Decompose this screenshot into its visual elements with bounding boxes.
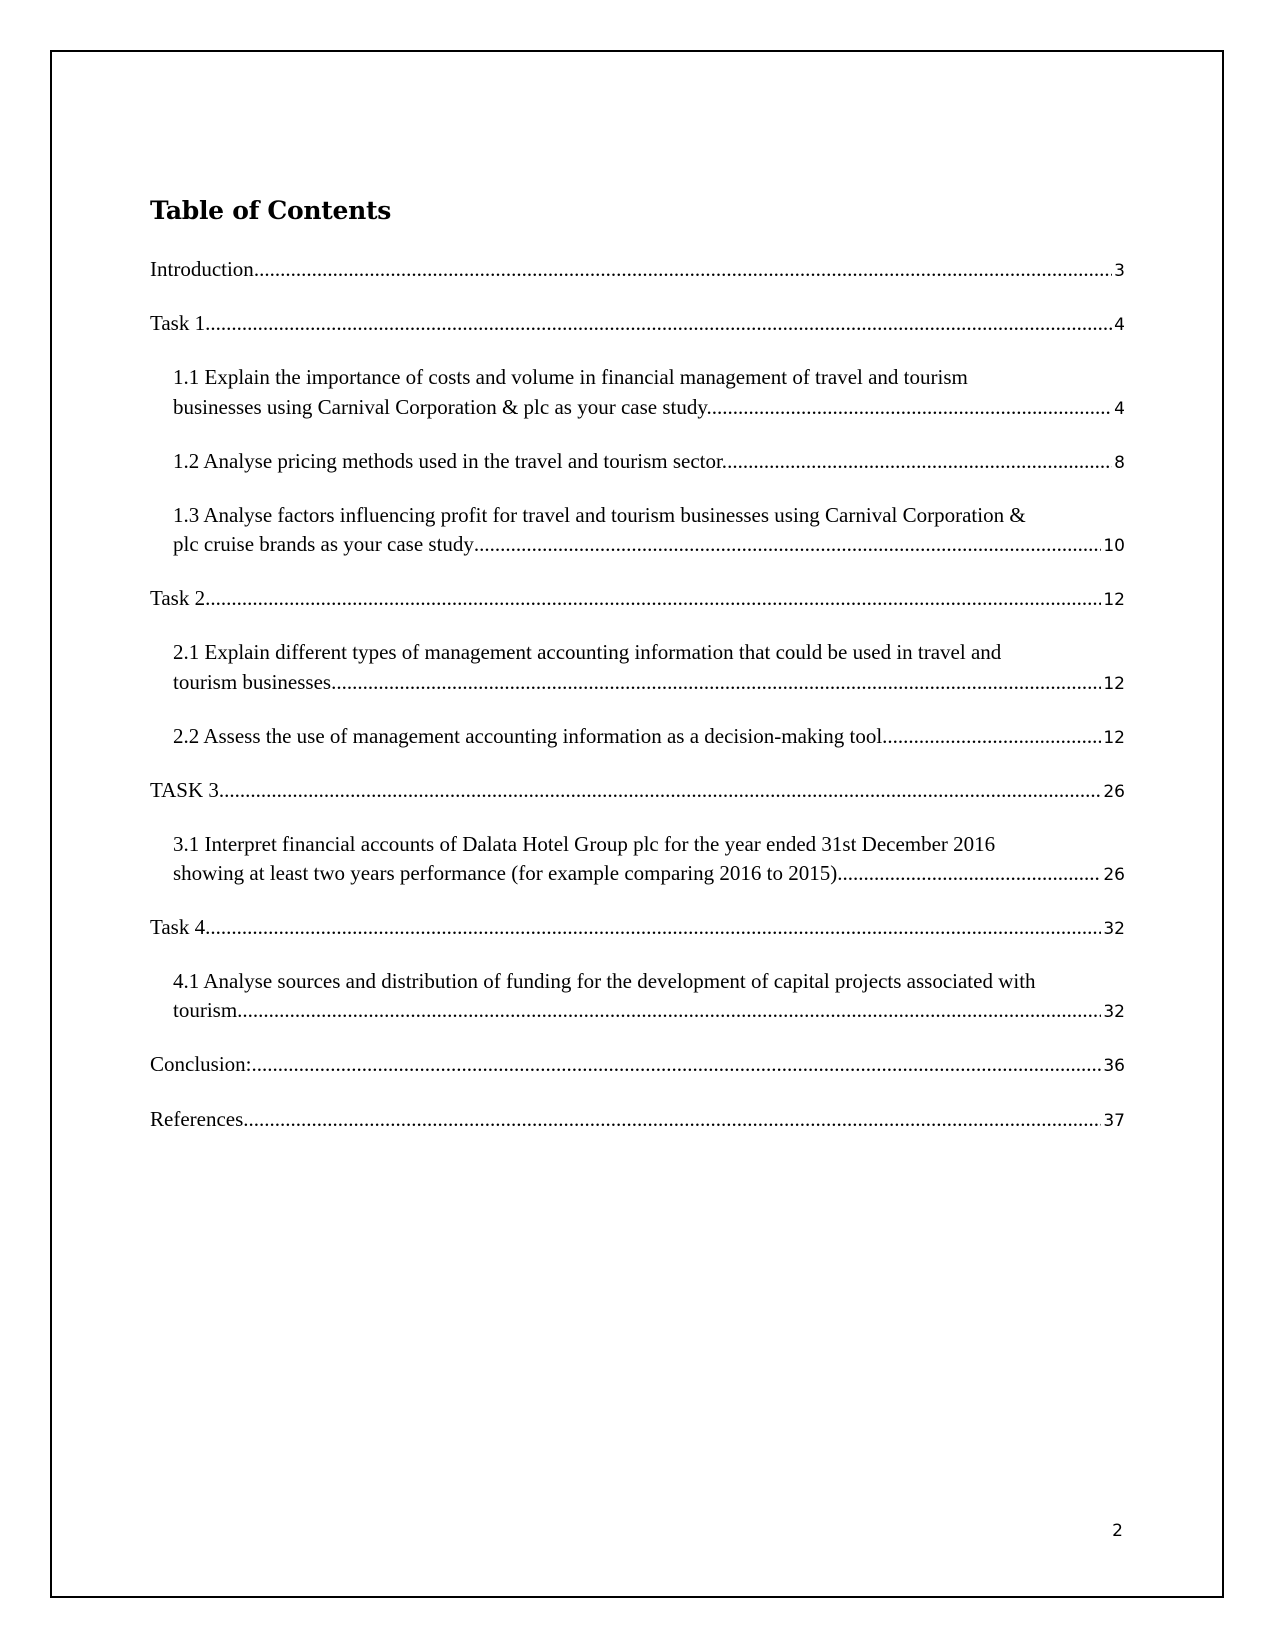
dot-leader: [205, 308, 1112, 339]
toc-page-number: 12: [1103, 728, 1125, 748]
page-title: Table of Contents: [150, 196, 392, 225]
page-number: 2: [1112, 1521, 1123, 1541]
toc-entry-1-1[interactable]: [173, 392, 1125, 425]
toc-entry-label: plc cruise brands as your case study: [173, 532, 474, 556]
toc-page-number: 37: [1103, 1111, 1125, 1131]
toc-page-number: 3: [1114, 261, 1125, 281]
toc-entry-task-4[interactable]: [150, 912, 1125, 945]
toc-page-number: 10: [1103, 536, 1125, 556]
toc-entry-4-1[interactable]: [173, 995, 1125, 1028]
dot-leader: [712, 392, 1112, 423]
dot-leader: [252, 1049, 1102, 1080]
dot-leader: [237, 995, 1101, 1026]
dot-leader: [474, 529, 1101, 560]
toc-entry-label: 2.2 Assess the use of management accounting information as a decision-making tool.: [173, 724, 888, 748]
dot-leader: [842, 858, 1101, 889]
toc-entry-references[interactable]: [150, 1104, 1125, 1137]
toc-page-number: 36: [1103, 1056, 1125, 1076]
toc-entry-label: Conclusion:: [150, 1052, 252, 1076]
toc-page-number: 4: [1114, 399, 1125, 419]
toc-entry-task-2[interactable]: [150, 583, 1125, 616]
toc-page-number: 4: [1114, 315, 1125, 335]
toc-entry-task-1[interactable]: [150, 308, 1125, 341]
toc-entry-label: Introduction: [150, 257, 254, 281]
toc-entry-label: 1.2 Analyse pricing methods used in the travel and tourism sector.: [173, 449, 728, 473]
toc-entry-introduction[interactable]: [150, 254, 1125, 287]
toc-entry-task-3[interactable]: [150, 775, 1125, 808]
toc-entry-3-1-line1[interactable]: 3.1 Interpret financial accounts of Dalata Hotel Group plc for the year ended 31st December 2016: [173, 832, 996, 856]
dot-leader: [331, 667, 1101, 698]
toc-entry-label: Task 4: [150, 915, 206, 939]
dot-leader: [205, 912, 1101, 943]
toc-entry-label: tourism businesses: [173, 670, 332, 694]
toc-entry-2-1[interactable]: [173, 667, 1125, 700]
toc-entry-2-1-line1[interactable]: 2.1 Explain different types of management accounting information that could be used in travel and: [173, 640, 1002, 664]
toc-page-number: 12: [1103, 674, 1125, 694]
dot-leader: [243, 1104, 1101, 1135]
toc-page-number: 12: [1103, 590, 1125, 610]
toc-page-number: 26: [1103, 782, 1125, 802]
toc-entry-label: Task 2: [150, 586, 206, 610]
dot-leader: [205, 583, 1101, 614]
toc-entry-label: showing at least two years performance (for example comparing 2016 to 2015).: [173, 861, 843, 885]
toc-page-number: 32: [1103, 1002, 1125, 1022]
toc-page-number: 8: [1114, 453, 1125, 473]
toc-page-number: 26: [1103, 865, 1125, 885]
toc-entry-3-1[interactable]: [173, 858, 1125, 891]
dot-leader: [887, 721, 1101, 752]
dot-leader: [254, 254, 1112, 285]
toc-entry-1-2[interactable]: [173, 446, 1125, 479]
dot-leader: [727, 446, 1112, 477]
toc-entry-1-3-line1[interactable]: 1.3 Analyse factors influencing profit for travel and tourism businesses using Carnival Corporation &: [173, 503, 1026, 527]
toc-entry-label: businesses using Carnival Corporation & plc as your case study.: [173, 395, 712, 419]
toc-entry-conclusion[interactable]: [150, 1049, 1125, 1082]
toc-entry-4-1-line1[interactable]: 4.1 Analyse sources and distribution of funding for the development of capital projects associated with: [173, 969, 1036, 993]
toc-page-number: 32: [1103, 919, 1125, 939]
toc-entry-label: TASK 3: [150, 778, 219, 802]
toc-entry-2-2[interactable]: [173, 721, 1125, 754]
toc-entry-label: tourism: [173, 998, 238, 1022]
toc-entry-1-1-line1[interactable]: 1.1 Explain the importance of costs and volume in financial management of travel and tourism: [173, 365, 968, 389]
dot-leader: [219, 775, 1101, 806]
toc-entry-label: References: [150, 1107, 244, 1131]
toc-entry-1-3[interactable]: [173, 529, 1125, 562]
toc-entry-label: Task 1: [150, 311, 206, 335]
